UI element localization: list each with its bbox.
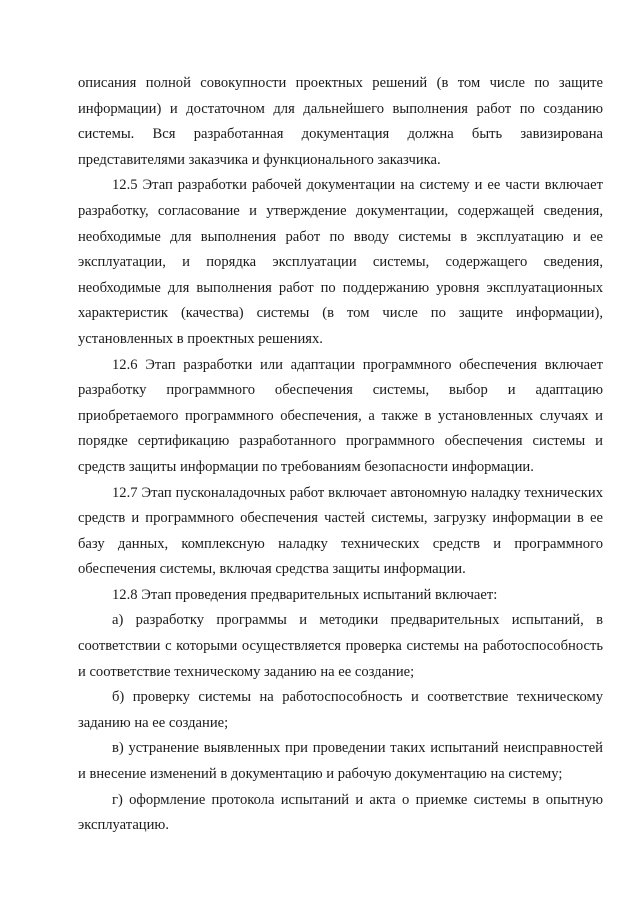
list-item-v: в) устранение выявленных при проведении таких испытаний неисправностей и внесение изменений в документацию и рабочую документацию на систему;	[78, 740, 603, 783]
paragraph-continuation: описания полной совокупности проектных решений (в том числе по защите информации) и достаточном для дальнейшего выполнения работ по созданию системы. Вся разработанная документация должна быть завизирована представителями заказчика и функционального заказчика.	[78, 75, 603, 168]
paragraph-12-8: 12.8 Этап проведения предварительных испытаний включает:	[112, 586, 498, 603]
paragraph-12-6: 12.6 Этап разработки или адаптации программного обеспечения включает разработку программного обеспечения системы, выбор и адаптацию приобретаемого программного обеспечения, а также в установленных случаях и порядке сертификацию разработанного программного обеспечения системы и средств защиты информации по требованиям безопасности информации.	[78, 356, 603, 475]
list-item-a: а) разработку программы и методики предварительных испытаний, в соответствии с которыми осуществляется проверка системы на работоспособность и соответствие техническому заданию на ее создание;	[78, 612, 603, 680]
list-item-g: г) оформление протокола испытаний и акта о приемке системы в опытную эксплуатацию.	[78, 791, 603, 834]
document-body	[78, 71, 603, 839]
paragraph-12-7: 12.7 Этап пусконаладочных работ включает автономную наладку технических средств и программного обеспечения частей системы, загрузку информации в ее базу данных, комплексную наладку технических средств и программного обеспечения системы, включая средства защиты информации.	[78, 484, 603, 578]
paragraph-12-5: 12.5 Этап разработки рабочей документации на систему и ее части включает разработку, согласование и утверждение документации, содержащей сведения, необходимые для выполнения работ по вводу системы в эксплуатацию и ее эксплуатации, и порядка эксплуатации системы, содержащего сведения, необходимые для выполнения работ по поддержанию уровня эксплуатационных характеристик (качества) системы (в том числе по защите информации), установленных в проектных решениях.	[78, 177, 603, 347]
list-item-b: б) проверку системы на работоспособность и соответствие техническому заданию на ее создание;	[78, 689, 603, 731]
